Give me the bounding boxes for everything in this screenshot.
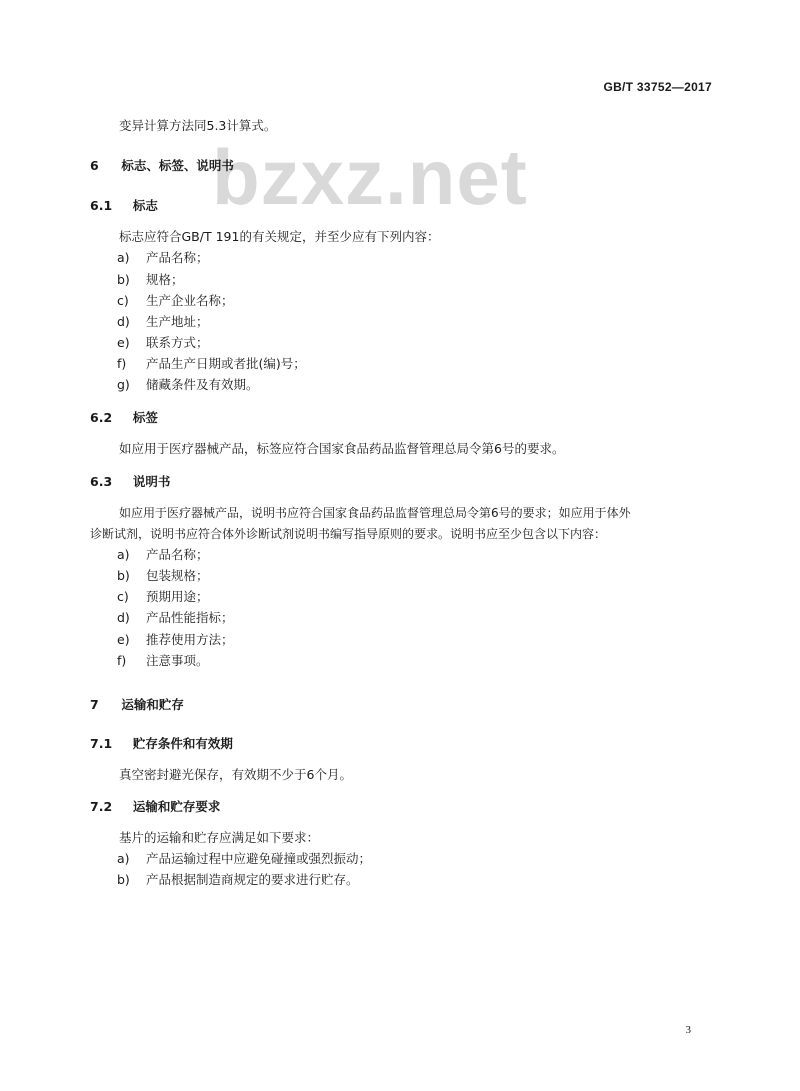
list-item: 产品运输过程中应避免碰撞或强烈振动； (146, 851, 372, 866)
list-item-marker: f) (117, 653, 127, 668)
list-item: 产品生产日期或者批(编)号； (146, 356, 306, 371)
subsection-7-2-heading (90, 798, 220, 816)
list-item-marker: c) (117, 293, 129, 308)
list-item-marker: b) (117, 872, 130, 887)
intro-paragraph: 变异计算方法同5.3计算式。 (119, 118, 277, 133)
list-item-marker: d) (117, 314, 130, 329)
list-item: 推荐使用方法； (146, 632, 234, 647)
section-title: 运输和贮存 (121, 697, 184, 712)
section-6-heading (90, 157, 234, 175)
list-item-marker: b) (117, 272, 130, 287)
list-item: 产品名称； (146, 250, 209, 265)
list-item: 包装规格； (146, 568, 209, 583)
page-number: 3 (685, 1024, 691, 1036)
subsection-number: 6.2 (90, 410, 113, 425)
list-item: 产品名称； (146, 547, 209, 562)
list-item: 规格； (146, 272, 184, 287)
subsection-6-2-heading (90, 409, 158, 427)
subsection-6-1-heading (90, 197, 158, 215)
list-item-marker: e) (117, 632, 130, 647)
list-item-marker: e) (117, 335, 130, 350)
watermark: bzxz.net (212, 133, 528, 221)
subsection-number: 7.2 (90, 799, 113, 814)
standard-code: GB/T 33752—2017 (603, 80, 712, 94)
section-number: 6 (90, 158, 99, 173)
section-7-heading (90, 696, 184, 714)
subsection-7-1-paragraph: 真空密封避光保存，有效期不少于6个月。 (119, 767, 352, 782)
subsection-6-3-paragraph-line1: 如应用于医疗器械产品，说明书应符合国家食品药品监督管理总局令第6号的要求；如应用于体外 (119, 506, 631, 520)
list-item-marker: d) (117, 610, 130, 625)
list-item-marker: c) (117, 589, 129, 604)
list-item: 产品性能指标； (146, 610, 234, 625)
list-item: 产品根据制造商规定的要求进行贮存。 (146, 872, 359, 887)
list-item-marker: b) (117, 568, 130, 583)
subsection-number: 6.1 (90, 198, 113, 213)
list-item: 联系方式； (146, 335, 209, 350)
list-item-marker: a) (117, 547, 130, 562)
subsection-title: 运输和贮存要求 (132, 799, 221, 814)
list-item-marker: g) (117, 377, 130, 392)
list-item: 储藏条件及有效期。 (146, 377, 259, 392)
subsection-title: 说明书 (132, 474, 171, 489)
subsection-6-3-heading (90, 473, 170, 491)
subsection-6-1-paragraph: 标志应符合GB/T 191的有关规定，并至少应有下列内容： (119, 229, 440, 244)
subsection-number: 7.1 (90, 736, 113, 751)
subsection-title: 标志 (132, 198, 158, 213)
subsection-6-3-paragraph-line2: 诊断试剂，说明书应符合体外诊断试剂说明书编写指导原则的要求。说明书应至少包含以下内容： (90, 527, 607, 541)
list-item-marker: f) (117, 356, 127, 371)
subsection-6-2-paragraph: 如应用于医疗器械产品，标签应符合国家食品药品监督管理总局令第6号的要求。 (119, 441, 565, 456)
list-item: 生产企业名称； (146, 293, 234, 308)
list-item: 注意事项。 (146, 653, 209, 668)
list-item: 预期用途； (146, 589, 209, 604)
list-item-marker: a) (117, 851, 130, 866)
list-item: 生产地址； (146, 314, 209, 329)
subsection-number: 6.3 (90, 474, 113, 489)
subsection-title: 贮存条件和有效期 (132, 736, 233, 751)
subsection-title: 标签 (132, 410, 158, 425)
subsection-7-1-heading (90, 735, 233, 753)
section-number: 7 (90, 697, 99, 712)
list-item-marker: a) (117, 250, 130, 265)
section-title: 标志、标签、说明书 (121, 158, 234, 173)
subsection-7-2-paragraph: 基片的运输和贮存应满足如下要求： (119, 830, 320, 845)
